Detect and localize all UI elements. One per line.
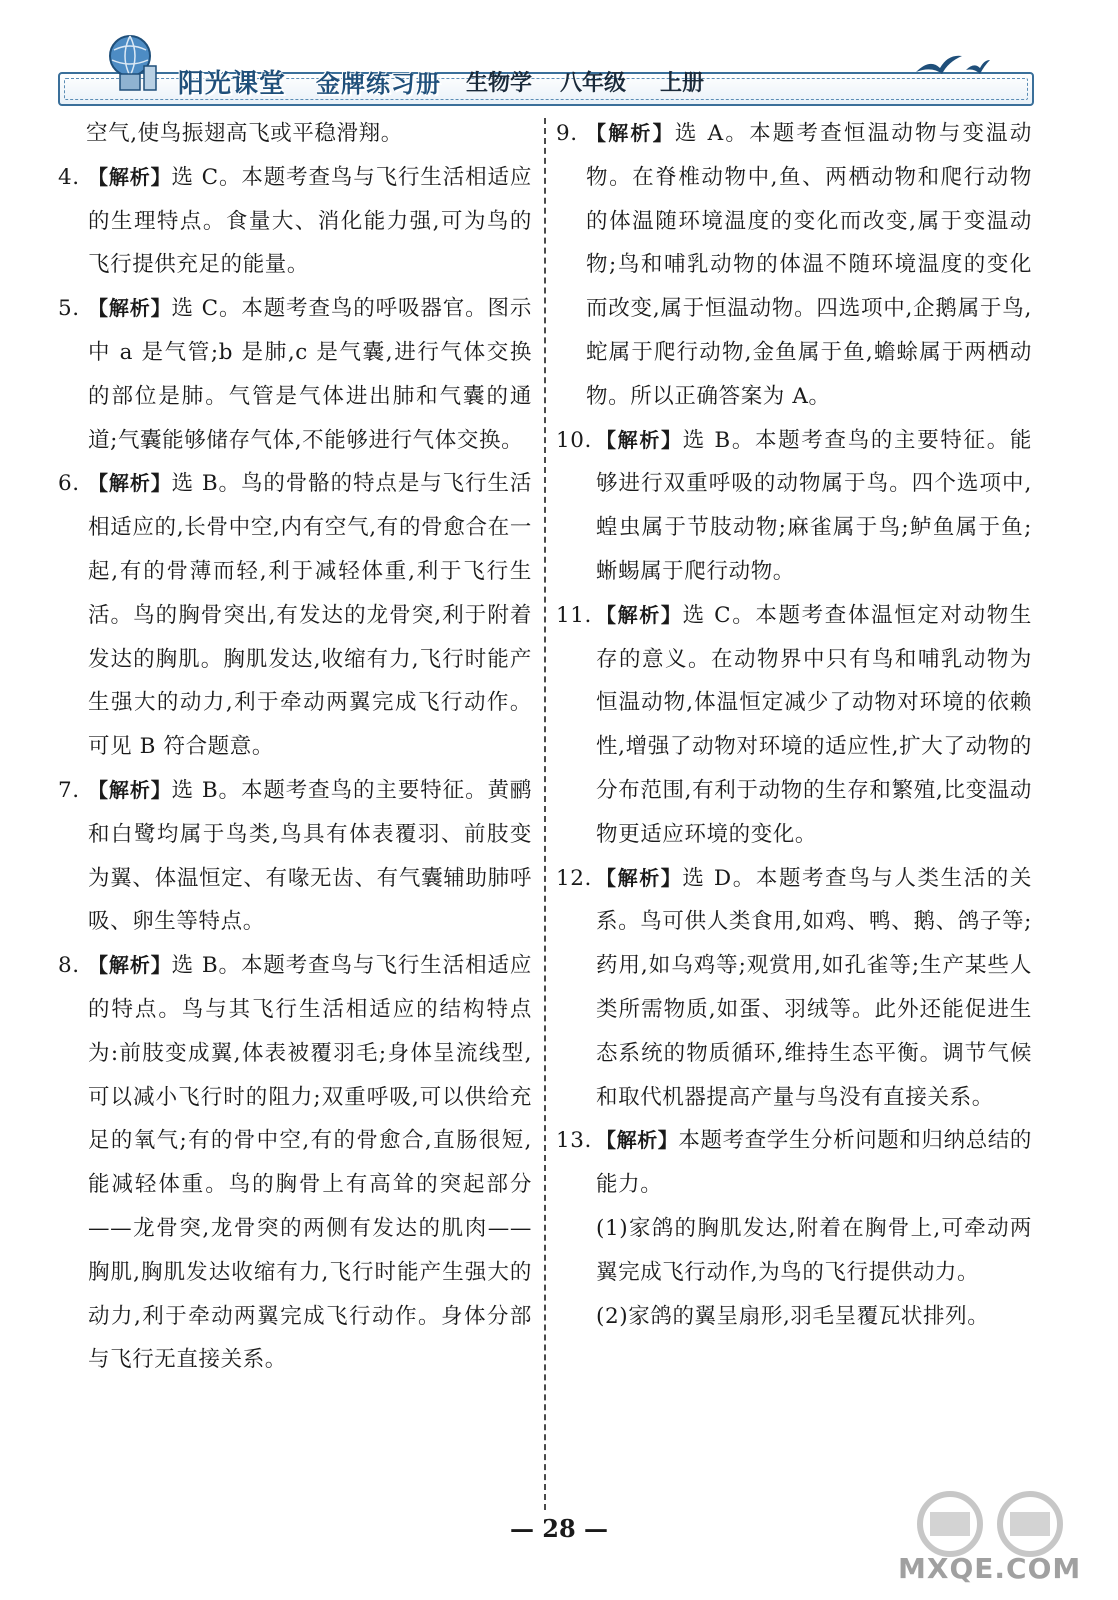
left-column: [58, 112, 532, 1382]
item-text: 选 C。本题考查鸟的呼吸器官。图示中 a 是气管;b 是肺,c 是气囊,进行气体交换的部位是肺。气管是气体进出肺和气囊的通道;气囊能够储存气体,不能够进行气体交换。: [88, 296, 532, 453]
sub-answer-1: (1)家鸽的胸肌发达,附着在胸骨上,可牵动两翼完成飞行动作,为鸟的飞行提供动力。: [596, 1215, 1032, 1285]
brand-subtitle: 金牌练习册: [316, 70, 441, 98]
answer-item-13: [556, 1119, 1032, 1207]
item-text: 选 B。本题考查鸟的主要特征。黄鹂和白鹭均属于鸟类,鸟具有体表覆羽、前肢变为翼、体温恒定、有喙无齿、有气囊辅助肺呼吸、卵生等特点。: [88, 777, 532, 935]
item-number: 8.: [58, 953, 80, 979]
item-number: 5.: [58, 296, 80, 322]
item-number: 6.: [58, 471, 80, 497]
item-text: 选 C。本题考查鸟与飞行生活相适应的生理特点。食量大、消化能力强,可为鸟的飞行提供充足的能量。: [88, 164, 532, 278]
globe-icon: [100, 30, 164, 94]
page-header: [0, 0, 1118, 118]
item-number: 10.: [556, 427, 592, 453]
brand-title: 阳光课堂: [178, 69, 287, 99]
analysis-tag: 【解析】: [88, 471, 172, 496]
continuation-text: 空气,使鸟振翅高飞或平稳滑翔。: [86, 121, 403, 146]
right-column: [556, 112, 1032, 1338]
grade-label: 八年级: [560, 71, 627, 96]
birds-icon: [912, 44, 992, 84]
answer-item-6: [58, 462, 532, 769]
analysis-tag: 【解析】: [88, 777, 172, 802]
item-text: 选 B。鸟的骨骼的特点是与飞行生活相适应的,长骨中空,内有空气,有的骨愈合在一起,有的骨薄而轻,利于减轻体重,利于飞行生活。鸟的胸骨突出,有发达的龙骨突,利于附着发达的胸肌。胸肌发达,收缩有力,飞行时能产生强大的动力,利于牵动两翼完成飞行动作。可见 B 符合题意。: [88, 471, 532, 760]
analysis-tag: 【解析】: [596, 865, 683, 890]
answer-item-5: [58, 287, 532, 462]
answer-item-9: [556, 112, 1032, 419]
analysis-tag: 【解析】: [586, 121, 675, 145]
analysis-tag: 【解析】: [88, 296, 172, 321]
analysis-tag: 【解析】: [596, 427, 683, 452]
item-number: 9.: [556, 121, 578, 146]
item-text: 选 A。本题考查恒温动物与变温动物。在脊椎动物中,鱼、两栖动物和爬行动物的体温随环境温度的变化而改变,属于变温动物;鸟和哺乳动物的体温不随环境温度的变化而改变,属于恒温动物。四选项中,企鹅属于鸟,蛇属于爬行动物,金鱼属于鱼,蟾蜍属于两栖动物。所以正确答案为 A。: [586, 121, 1032, 409]
answer-item-11: [556, 594, 1032, 857]
item-text: 选 B。本题考查鸟与飞行生活相适应的特点。鸟与其飞行生活相适应的结构特点为:前肢变成翼,体表被覆羽毛;身体呈流线型,可以减小飞行时的阻力;双重呼吸,可以供给充足的氧气;有的骨中空,有的骨愈合,直肠很短,能减轻体重。鸟的胸骨上有高耸的突起部分——龙骨突,龙骨突的两侧有发达的肌肉——胸肌,胸肌发达收缩有力,飞行时能产生强大的动力,利于牵动两翼完成飞行动作。身体分部与飞行无直接关系。: [88, 953, 532, 1373]
analysis-tag: 【解析】: [596, 602, 683, 627]
item-number: 11.: [556, 602, 592, 628]
item-text: 选 C。本题考查体温恒定对动物生存的意义。在动物界中只有鸟和哺乳动物为恒温动物,体温恒定减少了动物对环境的依赖性,增强了动物对环境的适应性,扩大了动物的分布范围,有利于动物的生存和繁殖,比变温动物更适应环境的变化。: [596, 602, 1033, 847]
sub-answer-2: (2)家鸽的翼呈扇形,羽毛呈覆瓦状排列。: [596, 1303, 990, 1329]
analysis-tag: 【解析】: [88, 164, 172, 189]
answer-item-4: [58, 156, 532, 287]
page-number: — 28 —: [509, 1514, 609, 1543]
answer-item-10: [556, 419, 1032, 594]
analysis-tag: 【解析】: [596, 1128, 679, 1153]
volume-label: 上册: [660, 71, 705, 96]
item-number: 7.: [58, 777, 80, 803]
item-number: 4.: [58, 164, 80, 190]
column-divider: [544, 118, 546, 1510]
item-text: 选 D。本题考查鸟与人类生活的关系。鸟可供人类食用,如鸡、鸭、鹅、鸽子等;药用,如乌鸡等;观赏用,如孔雀等;生产某些人类所需物质,如蛋、羽绒等。此外还能促进生态系统的物质循环,维持生态平衡。调节气候和取代机器提高产量与鸟没有直接关系。: [596, 865, 1032, 1110]
watermark-text: MXQE.COM: [898, 1552, 1082, 1585]
item-text: 本题考查学生分析问题和归纳总结的能力。: [596, 1128, 1033, 1198]
answer-item-8: [58, 944, 532, 1382]
item-number: 12.: [556, 865, 592, 891]
analysis-tag: 【解析】: [88, 953, 172, 978]
item-text: 选 B。本题考查鸟的主要特征。能够进行双重呼吸的动物属于鸟。四个选项中,蝗虫属于节肢动物;麻雀属于鸟;鲈鱼属于鱼;蜥蜴属于爬行动物。: [596, 427, 1032, 584]
subject-label: 生物学: [466, 71, 533, 96]
item-number: 13.: [556, 1128, 592, 1154]
answer-item-7: [58, 769, 532, 944]
answer-item-12: [556, 857, 1032, 1120]
